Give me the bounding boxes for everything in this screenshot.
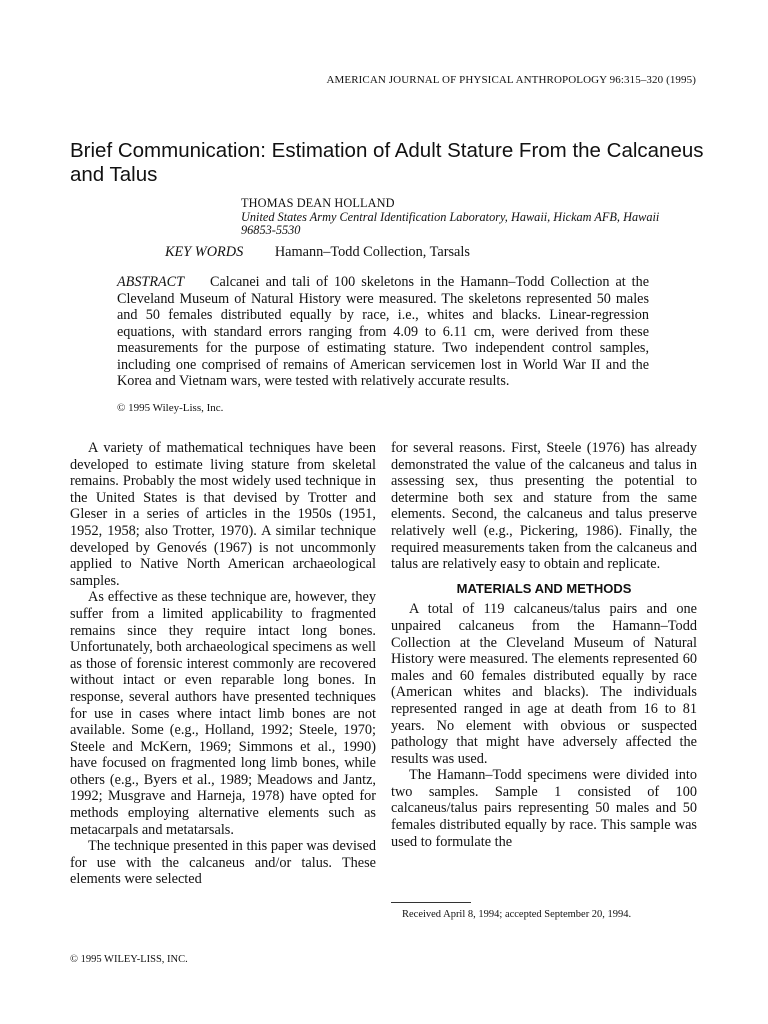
running-head: AMERICAN JOURNAL OF PHYSICAL ANTHROPOLOGY 96:315–320 (1995) xyxy=(326,74,696,86)
footnote-rule xyxy=(391,902,471,903)
paragraph: The Hamann–Todd specimens were divided into two samples. Sample 1 consisted of 100 calcaneus/talus pairs representing 50 males and 50 females distributed equally by race. This sample was used to formulate the xyxy=(391,767,697,850)
body-column-left xyxy=(70,440,376,888)
paragraph: for several reasons. First, Steele (1976) has already demonstrated the value of the calcaneus and talus in assessing sex, thus presenting the potential to determine both sex and stature from the same elements. Second, the calcaneus and talus preserve relatively well (e.g., Pickering, 1986). Finally, the required measurements taken from the calcaneus and talus are relatively easy to obtain and replicate. xyxy=(391,440,697,573)
abstract-copyright: © 1995 Wiley-Liss, Inc. xyxy=(117,402,224,414)
keywords-value: Hamann–Todd Collection, Tarsals xyxy=(274,244,470,260)
abstract-label: ABSTRACT xyxy=(117,274,185,290)
author-name: THOMAS DEAN HOLLAND xyxy=(241,196,395,210)
abstract-text: Calcanei and tali of 100 skeletons in the Hamann–Todd Collection at the Cleveland Museum of Natural History were measured. The skeletons represented 50 males and 50 females distributed equally by race, i.e., whites and blacks. Linear-regression equations, with standard errors ranging from 4.09 to 6.11 cm, were derived from these measurements for the purpose of estimating stature. Two independent control samples, including one comprised of remains of American servicemen lost in World War II and the Korea and Vietnam wars, were tested with relatively accurate results. xyxy=(117,274,650,389)
paragraph: A variety of mathematical techniques have been developed to estimate living stature from skeletal remains. Probably the most widely used technique in the United States is that devised by Trotter and Gleser in a series of articles in the 1950s (1951, 1952, 1958; also Trotter, 1970). A similar technique developed by Genovés (1967) is not uncommonly applied to Native North American archaeological samples. xyxy=(70,440,376,589)
keywords xyxy=(165,244,470,261)
section-heading: MATERIALS AND METHODS xyxy=(456,580,632,596)
body-column-right xyxy=(391,440,697,850)
paragraph: As effective as these technique are, however, they suffer from a limited applicability to fragmented remains since they require intact long bones. Unfortunately, both archaeological specimens as well as those of forensic interest commonly are recovered without intact or even reparable long bones. In response, several authors have presented techniques for use in cases where intact limb bones are not available. Some (e.g., Holland, 1992; Steele, 1970; Steele and McKern, 1969; Simmons et al., 1990) have focused on fragmented long limb bones, while others (e.g., Byers et al., 1989; Meadows and Jantz, 1992; Musgrave and Harneja, 1978) have opted for methods employing alternative elements such as metacarpals and metatarsals. xyxy=(70,589,376,838)
footnote: Received April 8, 1994; accepted September 20, 1994. xyxy=(402,909,632,920)
article-title: Brief Communication: Estimation of Adult Stature From the Calcaneus and Talus xyxy=(70,139,704,186)
paragraph: A total of 119 calcaneus/talus pairs and one unpaired calcaneus from the Hamann–Todd Collection at the Cleveland Museum of Natural History were measured. The elements represented 60 males and 60 females distributed equally by race (American whites and blacks). The individuals represented ranged in age at death from 16 to 81 years. No element with obvious or suspected pathology that might have adversely affected the results was used. xyxy=(391,601,697,767)
paragraph: The technique presented in this paper was devised for use with the calcaneus and/or talus. These elements were selected xyxy=(70,838,376,888)
page-footer: © 1995 WILEY-LISS, INC. xyxy=(70,954,188,965)
abstract xyxy=(117,274,649,390)
author-affiliation: United States Army Central Identification Laboratory, Hawaii, Hickam AFB, Hawaii 96853-5530 xyxy=(241,209,660,237)
keywords-label: KEY WORDS xyxy=(165,244,244,260)
author-block xyxy=(241,197,681,238)
